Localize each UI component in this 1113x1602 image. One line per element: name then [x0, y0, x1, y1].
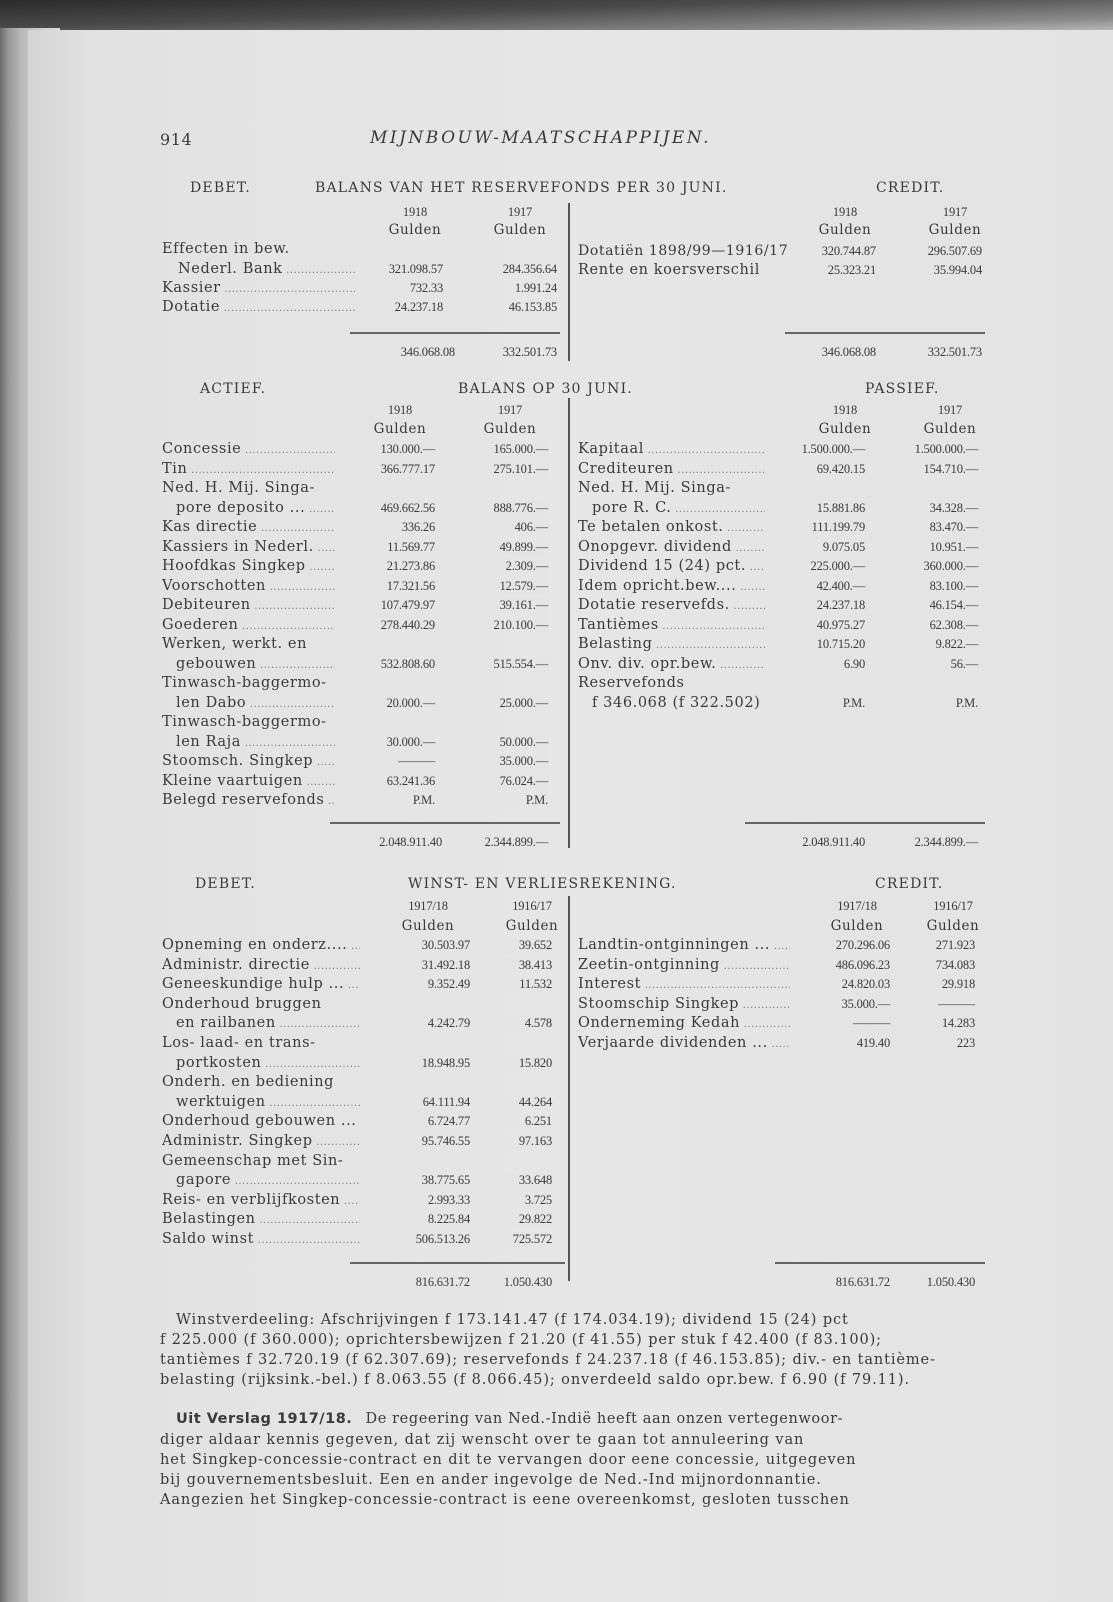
row-label: portkosten ..... — [176, 1055, 394, 1071]
row-label: len Raja ..... — [176, 734, 362, 750]
row-label: Goederen ..... — [162, 617, 362, 633]
value-prior-year: 223 — [895, 1036, 975, 1051]
row-label: Kapitaal ..... — [578, 441, 778, 457]
value-current-year: 24.237.18 — [765, 598, 865, 613]
year-1917-18: 1917/18 — [837, 899, 877, 913]
value-prior-year: 83.470.— — [870, 520, 978, 535]
value-prior-year: 62.308.— — [870, 618, 978, 633]
total-1918: 346.068.08 — [400, 345, 455, 359]
value-prior-year: 10.951.— — [870, 540, 978, 555]
value-prior-year: 165.000.— — [448, 442, 548, 457]
column-divider — [568, 203, 570, 361]
total-rule — [745, 822, 985, 824]
value-1917: 35.994.04 — [933, 263, 982, 277]
value-prior-year: 15.820 — [475, 1056, 552, 1071]
value-prior-year: 46.154.— — [870, 598, 978, 613]
value-prior-year: 6.251 — [475, 1114, 552, 1129]
year-1917-18: 1917/18 — [408, 899, 448, 913]
unit-gulden: Gulden — [373, 421, 427, 437]
debet-label: DEBET. — [190, 180, 251, 196]
value-current-year: 6.90 — [765, 657, 865, 672]
row-label: Gemeenschap met Sin- — [162, 1152, 344, 1169]
row-label: Zeetin-ontginning ..... — [578, 957, 810, 973]
value-prior-year: 44.264 — [475, 1095, 552, 1110]
row-label: Kassier ..... — [162, 280, 372, 296]
year-1917: 1917 — [507, 205, 533, 219]
value-current-year: ——— — [335, 754, 435, 769]
row-label: Kassiers in Nederl. ..... — [162, 539, 362, 555]
value-current-year: 278.440.29 — [335, 618, 435, 633]
total-1917-18: 816.631.72 — [415, 1275, 470, 1289]
year-1917: 1917 — [942, 205, 968, 219]
row-label: Tinwasch-baggermo- — [162, 675, 327, 691]
row-label: Ned. H. Mij. Singa- — [162, 480, 315, 496]
value-current-year: 30.503.97 — [360, 938, 470, 953]
total-rule — [785, 332, 985, 334]
row-label: Kas directie ..... — [162, 519, 362, 535]
value-prior-year: 12.579.— — [448, 579, 548, 594]
row-label: Onderhoud bruggen — [162, 995, 322, 1012]
row-label: pore deposito ... ..... — [176, 500, 362, 516]
value-1917: 46.153.85 — [508, 300, 557, 314]
value-prior-year: 35.000.— — [448, 754, 548, 769]
row-label: Geneeskundige hulp ... ..... — [162, 976, 394, 992]
row-label: Onderhoud gebouwen ... ..... — [162, 1113, 394, 1129]
value-prior-year: 3.725 — [475, 1193, 552, 1208]
value-current-year: 15.881.86 — [765, 501, 865, 516]
value-current-year: 4.242.79 — [360, 1016, 470, 1031]
value-prior-year: 725.572 — [475, 1232, 552, 1247]
total-1917: 2.344.899.— — [484, 835, 548, 849]
total-1917: 332.501.73 — [502, 345, 557, 359]
value-current-year: 42.400.— — [765, 579, 865, 594]
row-label: Reis- en verblijfkosten ..... — [162, 1192, 394, 1208]
row-label: gapore ..... — [176, 1172, 394, 1188]
value-current-year: 9.352.49 — [360, 977, 470, 992]
total-1918: 346.068.08 — [821, 345, 876, 359]
row-label: Stoomsch. Singkep ..... — [162, 753, 362, 769]
paragraph-line: het Singkep-concessie-contract en dit te vervangen door eene concessie, uitgegeven — [160, 1452, 857, 1468]
value-prior-year: 4.578 — [475, 1016, 552, 1031]
row-label: Belastingen ..... — [162, 1211, 394, 1227]
value-current-year: 225.000.— — [765, 559, 865, 574]
row-label: Reservefonds — [578, 675, 685, 691]
total-1917-18: 816.631.72 — [835, 1275, 890, 1289]
unit-gulden: Gulden — [830, 918, 884, 934]
value-current-year: 130.000.— — [335, 442, 435, 457]
value-current-year: 111.199.79 — [765, 520, 865, 535]
value-prior-year: 56.— — [870, 657, 978, 672]
value-current-year: 35.000.— — [790, 997, 890, 1012]
total-1916-17: 1.050.430 — [503, 1275, 552, 1289]
value-prior-year: 97.163 — [475, 1134, 552, 1149]
total-1918: 2.048.911.40 — [802, 835, 865, 849]
value-current-year: 20.000.— — [335, 696, 435, 711]
total-rule — [350, 1262, 565, 1264]
value-prior-year: 25.000.— — [448, 696, 548, 711]
value-prior-year: 38.413 — [475, 958, 552, 973]
row-label: Belasting ..... — [578, 636, 778, 652]
year-1918: 1918 — [832, 205, 858, 219]
row-label: Saldo winst ..... — [162, 1231, 394, 1247]
value-current-year: 6.724.77 — [360, 1114, 470, 1129]
paragraph-line: Winstverdeeling: Afschrijvingen f 173.141.47 (f 174.034.19); dividend 15 (24) pct — [176, 1312, 849, 1328]
value-current-year: 2.993.33 — [360, 1193, 470, 1208]
row-label: Voorschotten ..... — [162, 578, 362, 594]
value-current-year: 486.096.23 — [790, 958, 890, 973]
value-prior-year: 210.100.— — [448, 618, 548, 633]
row-label: Onopgevr. dividend ..... — [578, 539, 778, 555]
total-rule — [330, 822, 560, 824]
value-current-year: 38.775.65 — [360, 1173, 470, 1188]
value-prior-year: 33.648 — [475, 1173, 552, 1188]
value-1918: 732.33 — [355, 281, 443, 296]
value-prior-year: 39.161.— — [448, 598, 548, 613]
value-1918: 320.744.87 — [821, 244, 876, 258]
paragraph-line: Aangezien het Singkep-concessie-contract is eene overeenkomst, gesloten tusschen — [160, 1492, 850, 1508]
year-1918: 1918 — [832, 403, 858, 417]
value-current-year: 64.111.94 — [360, 1095, 470, 1110]
value-current-year: 63.241.36 — [335, 774, 435, 789]
value-current-year: 419.40 — [790, 1036, 890, 1051]
value-current-year: 18.948.95 — [360, 1056, 470, 1071]
paragraph-line: belasting (rijksink.-bel.) f 8.063.55 (f 8.066.45); onverdeeld saldo opr.bew. f 6.90 (f 79.11). — [160, 1372, 910, 1388]
year-1917: 1917 — [497, 403, 523, 417]
value-current-year: 469.662.56 — [335, 501, 435, 516]
total-1916-17: 1.050.430 — [926, 1275, 975, 1289]
value-current-year: P.M. — [335, 793, 435, 808]
value-prior-year: 2.309.— — [448, 559, 548, 574]
row-label: f 346.068 (f 322.502) ..... — [592, 695, 778, 711]
row-label: pore R. C. ..... — [592, 500, 778, 516]
total-rule — [350, 332, 560, 334]
value-prior-year: 29.822 — [475, 1212, 552, 1227]
value-current-year: 1.500.000.— — [765, 442, 865, 457]
value-current-year: 9.075.05 — [765, 540, 865, 555]
book-top-edge — [0, 0, 1113, 32]
row-label: Los- laad- en trans- — [162, 1035, 316, 1051]
value-prior-year: 11.532 — [475, 977, 552, 992]
total-1918: 2.048.911.40 — [379, 835, 442, 849]
value-current-year: 11.569.77 — [335, 540, 435, 555]
row-label: Dotatiën 1898/99—1916/17 — [578, 243, 789, 259]
total-rule — [775, 1262, 985, 1264]
debet-label: DEBET. — [195, 876, 256, 892]
value-current-year: 270.296.06 — [790, 938, 890, 953]
row-label: Verjaarde dividenden ... ..... — [578, 1035, 810, 1051]
reservefonds-title: BALANS VAN HET RESERVEFONDS PER 30 JUNI. — [315, 180, 728, 196]
unit-gulden: Gulden — [923, 421, 977, 437]
year-1918: 1918 — [387, 403, 413, 417]
value-prior-year: 154.710.— — [870, 462, 978, 477]
value-current-year: ——— — [790, 1016, 890, 1031]
row-label: Belegd reservefonds ..... — [162, 792, 362, 808]
column-divider — [568, 398, 570, 848]
winst-title: WINST- EN VERLIESREKENING. — [408, 876, 677, 892]
value-current-year: 69.420.15 — [765, 462, 865, 477]
value-1917: 296.507.69 — [927, 244, 982, 258]
year-1918: 1918 — [402, 205, 428, 219]
value-1918: 321.098.57 — [355, 262, 443, 277]
row-label: Hoofdkas Singkep ..... — [162, 558, 362, 574]
row-label: Landtin-ontginningen ... ..... — [578, 937, 810, 953]
running-head: MIJNBOUW-MAATSCHAPPIJEN. — [370, 128, 711, 148]
row-label: Werken, werkt. en — [162, 636, 308, 652]
row-label: Idem opricht.bew.... ..... — [578, 578, 778, 594]
row-label: Tin ..... — [162, 461, 362, 477]
unit-gulden: Gulden — [928, 222, 982, 238]
paragraph-line: De regeering van Ned.-Indië heeft aan onzen vertegenwoor- — [365, 1411, 844, 1427]
row-label: werktuigen ..... — [176, 1094, 394, 1110]
unit-gulden: Gulden — [493, 222, 547, 238]
value-current-year: 30.000.— — [335, 735, 435, 750]
unit-gulden: Gulden — [483, 421, 537, 437]
value-prior-year: 83.100.— — [870, 579, 978, 594]
unit-gulden: Gulden — [818, 222, 872, 238]
value-prior-year: 49.899.— — [448, 540, 548, 555]
total-1917: 332.501.73 — [927, 345, 982, 359]
year-1916-17: 1916/17 — [512, 899, 552, 913]
page-number: 914 — [160, 130, 193, 149]
row-label: Crediteuren ..... — [578, 461, 778, 477]
value-prior-year: 734.083 — [895, 958, 975, 973]
value-prior-year: 271.923 — [895, 938, 975, 953]
row-label: Onv. div. opr.bew. ..... — [578, 656, 778, 672]
year-1917: 1917 — [937, 403, 963, 417]
actief-label: ACTIEF. — [200, 381, 267, 397]
row-label: Kleine vaartuigen ..... — [162, 773, 362, 789]
row-label: Onderneming Kedah ..... — [578, 1015, 810, 1031]
value-current-year: P.M. — [765, 696, 865, 711]
row-label: Nederl. Bank ..... — [178, 261, 378, 277]
value-prior-year: 34.328.— — [870, 501, 978, 516]
unit-gulden: Gulden — [401, 918, 455, 934]
row-label: Stoomschip Singkep ..... — [578, 996, 810, 1012]
paragraph-line: tantièmes f 32.720.19 (f 62.307.69); reservefonds f 24.237.18 (f 46.153.85); div.- en tantième- — [160, 1352, 936, 1368]
value-prior-year: 275.101.— — [448, 462, 548, 477]
column-divider — [568, 896, 570, 1281]
row-label: Concessie ..... — [162, 441, 362, 457]
value-current-year: 107.479.97 — [335, 598, 435, 613]
unit-gulden: Gulden — [388, 222, 442, 238]
value-prior-year: 50.000.— — [448, 735, 548, 750]
value-prior-year: 888.776.— — [448, 501, 548, 516]
verslag-heading: Uit Verslag 1917/18. — [176, 1411, 353, 1427]
value-prior-year: ——— — [895, 997, 975, 1012]
value-prior-year: 76.024.— — [448, 774, 548, 789]
paragraph-line: diger aldaar kennis gegeven, dat zij wenscht over te gaan tot annuleering van — [160, 1432, 805, 1448]
value-prior-year: 515.554.— — [448, 657, 548, 672]
row-label: Tinwasch-baggermo- — [162, 714, 327, 730]
value-1918: 24.237.18 — [355, 300, 443, 315]
row-label: Administr. directie ..... — [162, 957, 394, 973]
year-1916-17: 1916/17 — [933, 899, 973, 913]
value-prior-year: 14.283 — [895, 1016, 975, 1031]
value-prior-year: P.M. — [870, 696, 978, 711]
value-current-year: 10.715.20 — [765, 637, 865, 652]
row-label: len Dabo ..... — [176, 695, 362, 711]
credit-label: CREDIT. — [875, 876, 944, 892]
value-current-year: 21.273.86 — [335, 559, 435, 574]
paragraph-line: f 225.000 (f 360.000); oprichtersbewijzen f 21.20 (f 41.55) per stuk f 42.400 (f 83.100); — [160, 1332, 882, 1348]
row-label: Onderh. en bediening — [162, 1074, 335, 1091]
row-label: Te betalen onkost. ..... — [578, 519, 778, 535]
row-label: Interest ..... — [578, 976, 810, 992]
row-label: gebouwen ..... — [176, 656, 362, 672]
row-label: Dotatie reservefds. ..... — [578, 597, 778, 613]
total-1917: 2.344.899.— — [914, 835, 978, 849]
row-label: Effecten in bew. — [162, 241, 290, 257]
row-label: Rente en koersverschil — [578, 262, 760, 278]
unit-gulden: Gulden — [818, 421, 872, 437]
row-label: Ned. H. Mij. Singa- — [578, 480, 731, 496]
value-current-year: 336.26 — [335, 520, 435, 535]
value-prior-year: 1.500.000.— — [870, 442, 978, 457]
value-prior-year: 29.918 — [895, 977, 975, 992]
row-label: en railbanen ..... — [176, 1015, 394, 1031]
value-current-year: 8.225.84 — [360, 1212, 470, 1227]
value-current-year: 532.808.60 — [335, 657, 435, 672]
value-1918: 25.323.21 — [827, 263, 876, 277]
value-current-year: 95.746.55 — [360, 1134, 470, 1149]
value-current-year: 17.321.56 — [335, 579, 435, 594]
row-label: Tantièmes ..... — [578, 617, 778, 633]
unit-gulden: Gulden — [505, 918, 559, 934]
row-label: Dotatie ..... — [162, 299, 372, 315]
row-label: Dividend 15 (24) pct. ..... — [578, 558, 778, 574]
row-label: Administr. Singkep ..... — [162, 1133, 394, 1149]
value-current-year: 506.513.26 — [360, 1232, 470, 1247]
value-prior-year: 406.— — [448, 520, 548, 535]
value-current-year: 24.820.03 — [790, 977, 890, 992]
value-current-year: 366.777.17 — [335, 462, 435, 477]
value-prior-year: 9.822.— — [870, 637, 978, 652]
row-label: Opneming en onderz.... ..... — [162, 937, 394, 953]
value-1917: 284.356.64 — [502, 262, 557, 276]
passief-label: PASSIEF. — [865, 381, 940, 397]
paragraph-line: bij gouvernementsbesluit. Een en ander ingevolge de Ned.-Ind mijnordonnantie. — [160, 1472, 822, 1488]
balans-title: BALANS OP 30 JUNI. — [458, 381, 633, 397]
value-current-year: 31.492.18 — [360, 958, 470, 973]
value-prior-year: 360.000.— — [870, 559, 978, 574]
value-prior-year: P.M. — [448, 793, 548, 808]
value-prior-year: 39.652 — [475, 938, 552, 953]
value-1917: 1.991.24 — [514, 281, 557, 295]
credit-label: CREDIT. — [876, 180, 945, 196]
row-label: Debiteuren ..... — [162, 597, 362, 613]
value-current-year: 40.975.27 — [765, 618, 865, 633]
unit-gulden: Gulden — [926, 918, 980, 934]
